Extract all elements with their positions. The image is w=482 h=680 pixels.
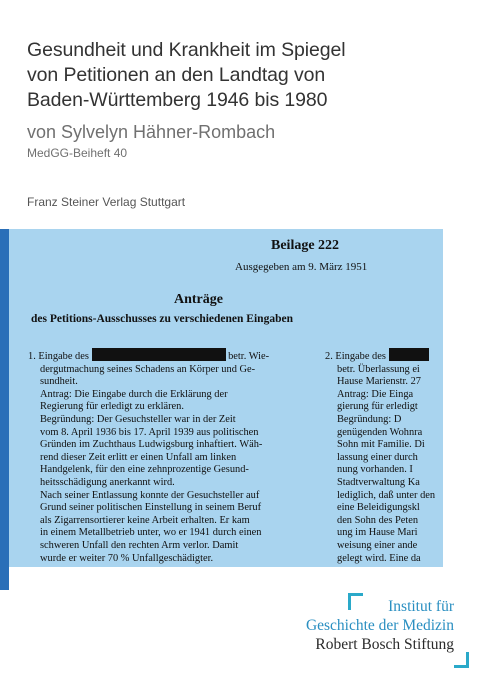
accent-rule xyxy=(0,229,9,590)
col2-line: lediglich, daß unter den xyxy=(337,489,436,501)
institute-line-2: Geschichte der Medizin xyxy=(305,617,454,634)
col1-line: schweren Unfall den rechten Arm verlor. Damit xyxy=(40,539,239,551)
col1-line: Nach seiner Entlassung konnte der Gesuchsteller auf xyxy=(40,489,260,501)
institute-bracket-bottom-h xyxy=(454,665,469,668)
col1-line: dergutmachung seines Schadens an Körper und Ge- xyxy=(40,363,256,375)
col1-line: Begründung: Der Gesuchsteller war in der Zeit xyxy=(40,413,236,425)
col1-line: Gründen im Zuchthaus Ludwigsburg inhaftiert. Wäh- xyxy=(40,439,263,451)
col2-line: Sohn mit Familie. Di xyxy=(337,439,425,451)
scan-beilage: Beilage 222 xyxy=(271,238,340,253)
series-label: MedGG-Beiheft 40 xyxy=(27,146,128,160)
col2-line: lassung einer durch xyxy=(337,451,418,463)
institute-bracket-top-h xyxy=(348,593,363,596)
col2-line: ung im Hause Mari xyxy=(337,527,418,539)
scanned-document-image xyxy=(9,229,443,567)
col2-line: eine Beleidigungskl xyxy=(337,502,420,514)
title-line-2: von Petitionen an den Landtag von xyxy=(27,64,326,86)
col1-line: Handgelenk, für den eine zehnprozentige Gesund- xyxy=(40,464,249,476)
scan-issue-date: Ausgegeben am 9. März 1951 xyxy=(235,261,368,273)
col2-line: Antrag: Die Einga xyxy=(337,388,414,400)
institute-line-1: Institut für xyxy=(388,598,454,615)
col1-line: wurde er weiter 70 % Unfallgeschädigter. xyxy=(40,552,214,564)
col1-line: heitsschädigung anerkannt wird. xyxy=(40,476,175,488)
col2-line-1: 2. Eingabe des xyxy=(325,348,443,364)
institute-line-3: Robert Bosch Stiftung xyxy=(315,636,454,653)
col2-line: gelegt wird. Eine da xyxy=(337,552,421,564)
col2-line: weisung einer ande xyxy=(337,539,418,551)
col2-line: genügenden Wohnra xyxy=(337,426,423,438)
scan-subheading: des Petitions-Ausschusses zu verschiedenen Eingaben xyxy=(31,313,293,325)
col2-line: betr. Überlassung ei xyxy=(337,363,420,375)
scan-column-1 xyxy=(28,348,312,565)
title-line-3: Baden-Württemberg 1946 bis 1980 xyxy=(27,89,328,111)
redaction-bar xyxy=(389,348,429,361)
title-line-1: Gesundheit und Krankheit im Spiegel xyxy=(27,39,346,61)
col2-line: nung vorhanden. I xyxy=(337,464,413,476)
col2-line: den Sohn des Peten xyxy=(337,514,419,526)
col1-line: in einem Metallbetrieb unter, wo er 1941 durch einen xyxy=(40,527,262,539)
col1-line: Grund seiner politischen Einstellung in seinem Beruf xyxy=(40,502,262,514)
scan-column-2 xyxy=(325,348,443,565)
col2-line: Hause Marienstr. 27 xyxy=(337,376,421,388)
col2-line: Stadtverwaltung Ka xyxy=(337,476,420,488)
redaction-bar xyxy=(92,348,226,361)
col1-line: Regierung für erledigt zu erklären. xyxy=(40,401,184,413)
col1-line: vom 8. April 1936 bis 17. April 1939 aus politischen xyxy=(40,426,259,438)
author: von Sylvelyn Hähner-Rombach xyxy=(27,122,276,142)
book-title xyxy=(27,38,467,113)
col1-line-1: 1. Eingabe des betr. Wie- xyxy=(28,348,312,364)
col1-line: als Zigarrensortierer keine Arbeit erhalten. Er kam xyxy=(40,514,250,526)
col2-line: gierung für erledigt xyxy=(337,401,418,413)
col1-line: Antrag: Die Eingabe durch die Erklärung der xyxy=(40,388,228,400)
col1-line: sundheit. xyxy=(40,376,78,388)
col1-line: rend dieser Zeit erlitt er einen Unfall am linken xyxy=(40,451,237,463)
col2-line: Begründung: D xyxy=(337,413,402,425)
scan-heading: Anträge xyxy=(174,292,223,307)
publisher: Franz Steiner Verlag Stuttgart xyxy=(27,195,186,209)
